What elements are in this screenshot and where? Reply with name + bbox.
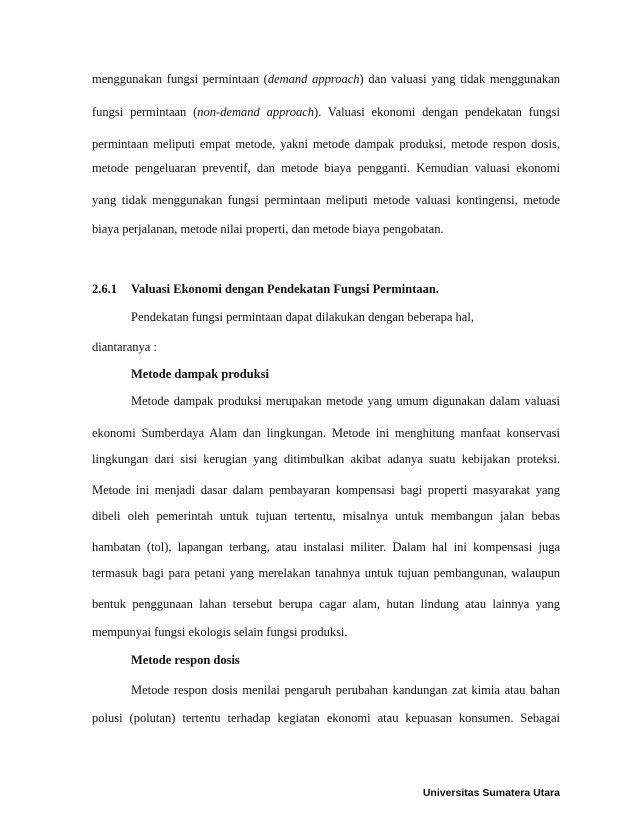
- body-line: termasuk bagi para petani yang merelakan tanahnya untuk tujuan pembangunan, walaupun: [92, 566, 560, 580]
- body-line: polusi (polutan) tertentu terhadap kegiatan ekonomi atau kepuasan konsumen. Sebagai: [92, 711, 560, 725]
- body-line: Metode ini menjadi dasar dalam pembayaran kompensasi bagi properti masyarakat yang: [92, 483, 560, 497]
- paragraph-line: menggunakan fungsi permintaan (demand approach) dan valuasi yang tidak menggunakan: [92, 72, 561, 86]
- subsection-heading: Metode dampak produksi: [131, 367, 269, 381]
- body-line: hambatan (tol), lapangan terbang, atau instalasi militer. Dalam hal ini kompensasi juga: [92, 540, 560, 554]
- paragraph-line: biaya perjalanan, metode nilai properti, dan metode biaya pengobatan.: [92, 222, 444, 236]
- body-line: dibeli oleh pemerintah untuk tujuan tertentu, misalnya untuk membangun jalan bebas: [92, 509, 560, 523]
- body-line: ekonomi Sumberdaya Alam dan lingkungan. Metode ini menghitung manfaat konservasi: [92, 426, 560, 440]
- section-number: 2.6.1: [92, 282, 117, 296]
- body-line: mempunyai fungsi ekologis selain fungsi produksi.: [92, 625, 348, 639]
- subsection-heading: Metode respon dosis: [131, 653, 240, 667]
- paragraph-line: yang tidak menggunakan fungsi permintaan meliputi metode valuasi kontingensi, metode: [92, 193, 560, 207]
- section-title: Valuasi Ekonomi dengan Pendekatan Fungsi Permintaan.: [131, 282, 439, 296]
- intro-line: diantaranya :: [92, 340, 157, 354]
- paragraph-line: metode pengeluaran preventif, dan metode biaya pengganti. Kemudian valuasi ekonomi: [92, 161, 560, 175]
- paragraph-line: fungsi permintaan (non-demand approach). Valuasi ekonomi dengan pendekatan fungsi: [92, 105, 561, 119]
- intro-line: Pendekatan fungsi permintaan dapat dilakukan dengan beberapa hal,: [131, 310, 474, 324]
- footer-university: Universitas Sumatera Utara: [422, 787, 560, 799]
- body-line: lingkungan dari sisi kerugian yang ditimbulkan akibat adanya suatu kebijakan proteksi.: [92, 452, 560, 466]
- body-line: Metode respon dosis menilai pengaruh perubahan kandungan zat kimia atau bahan: [131, 683, 560, 697]
- body-line: Metode dampak produksi merupakan metode yang umum digunakan dalam valuasi: [131, 394, 560, 408]
- paragraph-line: permintaan meliputi empat metode, yakni metode dampak produksi, metode respon dosis,: [92, 137, 560, 151]
- body-line: bentuk penggunaan lahan tersebut berupa cagar alam, hutan lindung atau lainnya yang: [92, 597, 560, 611]
